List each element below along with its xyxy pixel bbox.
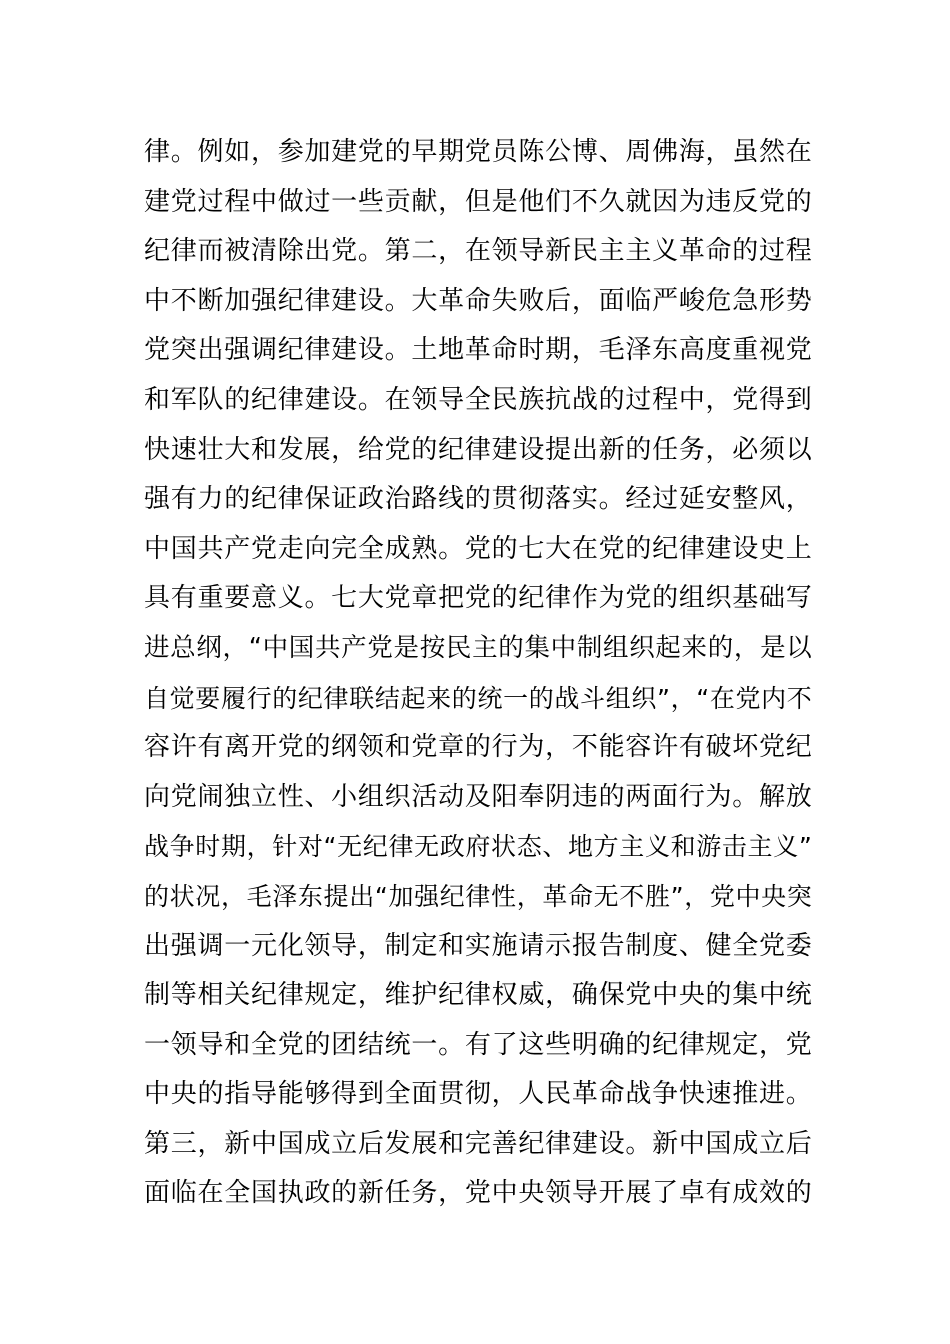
text-line: 中国共产党走向完全成熟。党的七大在党的纪律建设史上 xyxy=(144,533,812,564)
text-line: 向党闹独立性、小组织活动及阳奉阴违的两面行为。解放 xyxy=(144,781,812,812)
text-line: 建党过程中做过一些贡献，但是他们不久就因为违反党的 xyxy=(144,186,812,217)
text-line: 快速壮大和发展，给党的纪律建设提出新的任务，必须以 xyxy=(144,434,812,465)
text-line: 党突出强调纪律建设。土地革命时期，毛泽东高度重视党 xyxy=(144,335,812,366)
text-line: 出强调一元化领导，制定和实施请示报告制度、健全党委 xyxy=(144,930,812,961)
text-line: 进总纲，“中国共产党是按民主的集中制组织起来的，是以 xyxy=(144,632,812,663)
text-line: 具有重要意义。七大党章把党的纪律作为党的组织基础写 xyxy=(144,583,812,614)
text-line: 第三，新中国成立后发展和完善纪律建设。新中国成立后 xyxy=(144,1128,812,1159)
text-line: 强有力的纪律保证政治路线的贯彻落实。经过延安整风， xyxy=(144,484,812,515)
text-line: 中不断加强纪律建设。大革命失败后，面临严峻危急形势 xyxy=(144,285,812,316)
body-text xyxy=(144,128,812,1219)
text-line: 律。例如，参加建党的早期党员陈公博、周佛海，虽然在 xyxy=(144,137,812,167)
text-line: 战争时期，针对“无纪律无政府状态、地方主义和游击主义” xyxy=(144,832,812,862)
text-line: 的状况，毛泽东提出“加强纪律性，革命无不胜”，党中央突 xyxy=(144,881,812,911)
text-line: 和军队的纪律建设。在领导全民族抗战的过程中，党得到 xyxy=(144,384,812,415)
text-line: 中央的指导能够得到全面贯彻，人民革命战争快速推进。 xyxy=(144,1079,812,1110)
text-line: 容许有离开党的纲领和党章的行为，不能容许有破坏党纪 xyxy=(144,732,812,763)
text-line: 自觉要履行的纪律联结起来的统一的战斗组织”，“在党内不 xyxy=(144,683,812,713)
text-line: 纪律而被清除出党。第二，在领导新民主主义革命的过程 xyxy=(144,236,812,267)
text-line: 制等相关纪律规定，维护纪律权威，确保党中央的集中统 xyxy=(144,980,812,1011)
text-line: 一领导和全党的团结统一。有了这些明确的纪律规定，党 xyxy=(144,1029,812,1060)
text-line: 面临在全国执政的新任务，党中央领导开展了卓有成效的 xyxy=(144,1178,812,1209)
